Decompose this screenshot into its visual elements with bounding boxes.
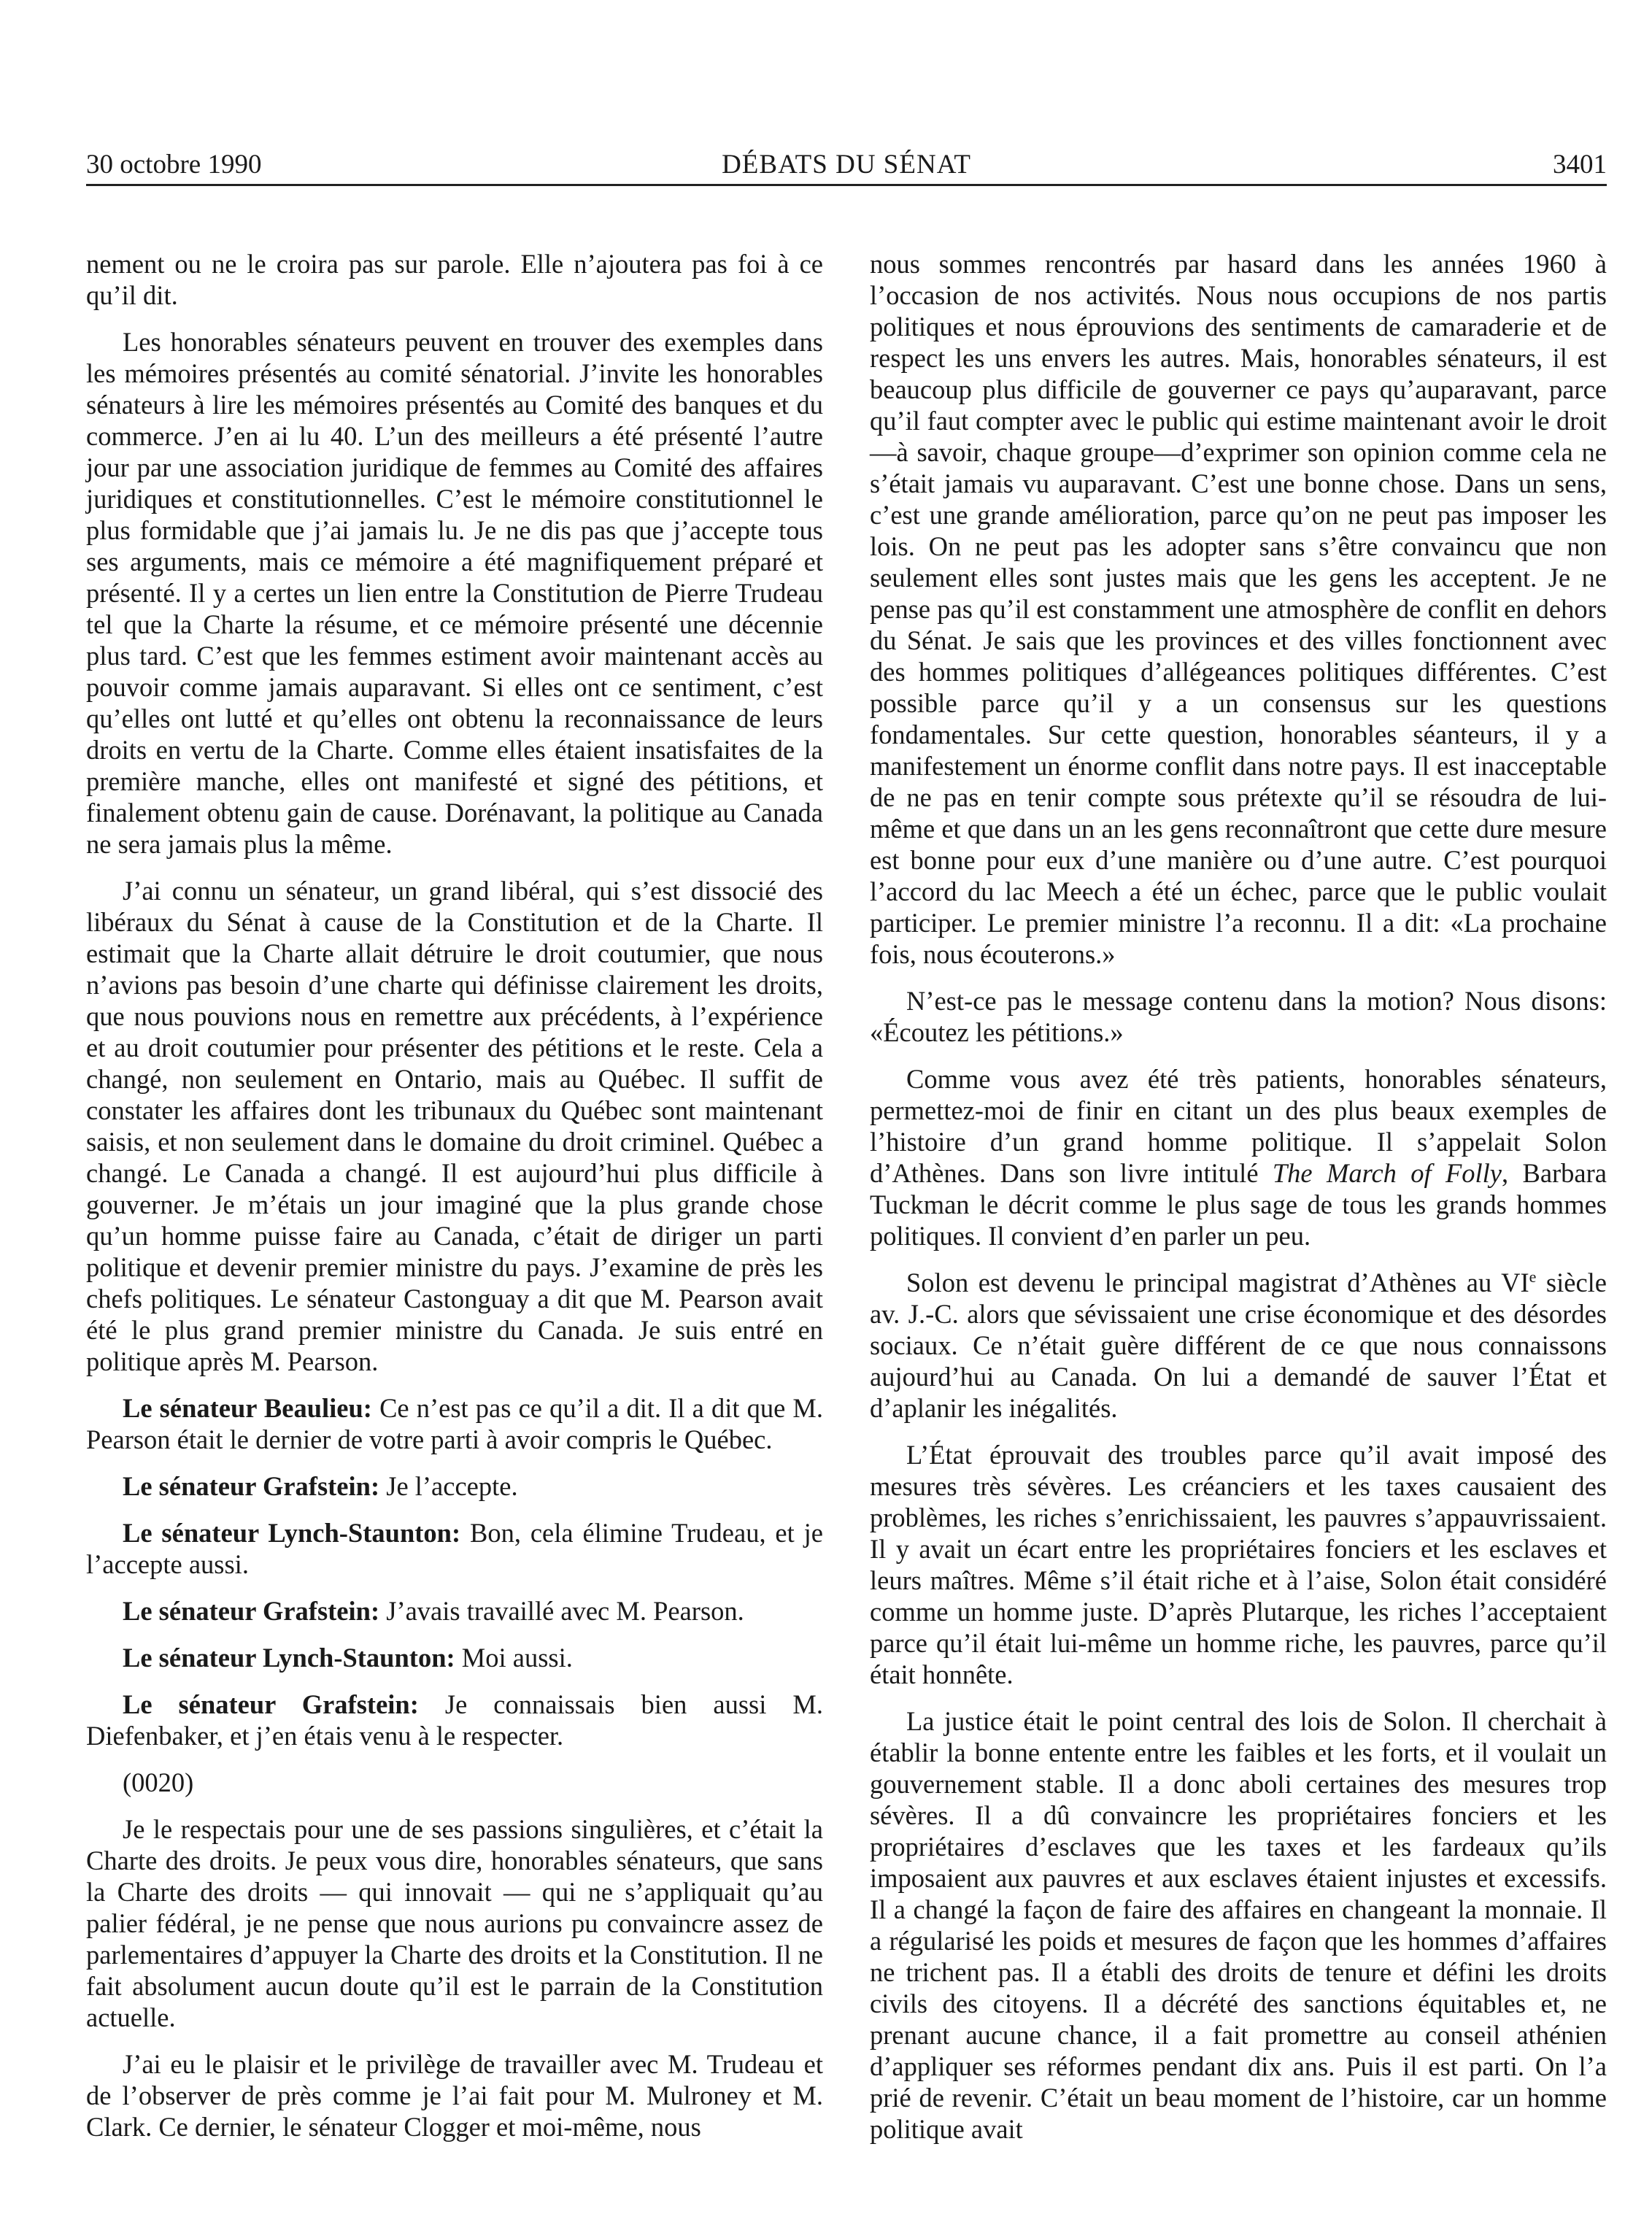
speech-beaulieu — [86, 1392, 823, 1455]
text-run: Solon est devenu le principal magistrat d’Athènes au VI — [906, 1268, 1529, 1297]
speaker-name: Le sénateur Grafstein: — [123, 1471, 380, 1501]
speech-lynch-staunton — [86, 1517, 823, 1580]
paragraph: J’ai eu le plaisir et le privilège de travailler avec M. Trudeau et de l’observer de près comme je l’ai fait pour M. Mulroney et M. Clark. Ce dernier, le sénateur Clogger et moi-même, nous — [86, 2049, 823, 2142]
speaker-name: Le sénateur Lynch-Staunton: — [123, 1643, 455, 1673]
speech-grafstein — [86, 1470, 823, 1502]
left-column — [86, 248, 823, 2158]
text-run: Comme vous avez été très patients, honorables sénateurs, permettez-moi de finir en citant un des plus beaux exemples de l’histoire d’un grand homme politique. Il s’appelait Solon d’Athènes. Dans son livre intitulé — [870, 1064, 1607, 1188]
right-column — [870, 248, 1607, 2160]
text-run: siècle av. J.-C. alors que sévissaient une crise économique et des désordes sociaux. Ce n’était guère différent de ce que nous connaissons aujourd’hui au Canada. On lui a demandé de sauver l’État et d’aplanir les inégalités. — [870, 1268, 1607, 1423]
paragraph: L’État éprouvait des troubles parce qu’il avait imposé des mesures très sévères. Les créanciers et les taxes causaient des problèmes, les riches s’enrichissaient, les pauvres s’appauvrissaient. Il y avait un écart entre les propriétaires fonciers et les esclaves et leurs maîtres. Même s’il était riche et à l’aise, Solon était considéré comme un homme juste. D’après Plutarque, les riches l’acceptaient parce qu’il était lui-même un homme riche, les pauvres, parce qu’il était honnête. — [870, 1440, 1607, 1689]
speech-text: Moi aussi. — [455, 1643, 573, 1673]
paragraph — [870, 1063, 1607, 1252]
paragraph: N’est-ce pas le message contenu dans la motion? Nous disons: «Écoutez les pétitions.» — [870, 986, 1607, 1047]
paragraph — [870, 1267, 1607, 1424]
page-number: 3401 — [1553, 150, 1607, 180]
speech-text: Ce n’est pas ce qu’il a dit. Il a dit que M. Pearson était le dernier de votre parti à avoir compris le Québec. — [86, 1393, 824, 1454]
speaker-name: Le sénateur Lynch-Staunton: — [123, 1518, 461, 1548]
time-marker: (0020) — [123, 1767, 194, 1797]
speech-text: Bon, cela élimine Trudeau, et je l’accepte aussi. — [86, 1518, 823, 1579]
book-title: The March of Folly — [1272, 1158, 1502, 1188]
speech-lynch-staunton — [86, 1642, 823, 1673]
paragraph: nous sommes rencontrés par hasard dans les années 1960 à l’occasion de nos activités. Nous nous occupions de nos partis politiques et nous éprouvions des sentiments de camaraderie et de respect les uns envers les autres. Mais, honorables sénateurs, il est beaucoup plus difficile de gouverner ce pays qu’auparavant, parce qu’il faut compter avec le public qui estime maintenant avoir le droit—à savoir, chaque groupe—d’exprimer son opinion comme cela ne s’était jamais vu auparavant. C’est une bonne chose. Dans un sens, c’est une grande amélioration, parce qu’on ne peut pas imposer les lois. On ne peut pas les adopter sans s’être convaincu que non seulement elles sont justes mais que les gens les acceptent. Je ne pense pas qu’il est constamment une atmosphère de conflit en dehors du Sénat. Je sais que les provinces et des villes fonctionnent avec des hommes politiques d’allégeances politiques différentes. C’est possible parce qu’il y a un consensus sur les questions fondamentales. Sur cette question, honorables séanteurs, il y a manifestement un énorme conflit dans notre pays. Il est inacceptable de ne pas en tenir compte sous prétexte qu’il se résoudra de lui-même et que dans un an les gens reconnaîtront que cette dure mesure est bonne pour eux d’une manière ou d’une autre. C’est pourquoi l’accord du lac Meech a été un échec, parce que le public voulait participer. Le premier ministre l’a reconnu. Il a dit: «La prochaine fois, nous écouterons.» — [870, 249, 1607, 969]
paragraph: La justice était le point central des lois de Solon. Il cherchait à établir la bonne entente entre les faibles et les forts, et il voulait un gouvernement stable. Il a donc aboli certaines des mesures trop sévères. Il a dû convaincre les propriétaires fonciers et les propriétaires d’esclaves que les taxes et les fardeaux qu’ils imposaient aux pauvres et aux esclaves étaient injustes et excessifs. Il a changé la façon de faire des affaires en changeant la monnaie. Il a régularisé les poids et mesures de façon que les hommes d’affaires ne trichent pas. Il a établi des droits de tenure et défini les droits civils des citoyens. Il a décrété des sanctions équitables et, ne prenant aucune chance, il a fait promettre au conseil athénien d’appliquer ses réformes pendant dix ans. Puis il est parti. On l’a prié de revenir. C’était un beau moment de l’histoire, car un homme politique avait — [870, 1706, 1607, 2144]
page-header — [86, 146, 1607, 186]
speech-text: Je l’accepte. — [379, 1471, 518, 1501]
speaker-name: Le sénateur Grafstein: — [123, 1596, 380, 1626]
paragraph: Je le respectais pour une de ses passions singulières, et c’était la Charte des droits. Je peux vous dire, honorables sénateurs, que sans la Charte des droits — qui innovait — qui ne s’appliquait qu’au palier fédéral, je ne pense que nous aurions pu convaincre assez de parlementaires d’appuyer la Charte des droits et la Constitution. Il ne fait absolument aucun doute qu’il est le parrain de la Constitution actuelle. — [86, 1814, 823, 2032]
superscript: e — [1529, 1267, 1537, 1286]
speech-grafstein — [86, 1689, 823, 1751]
text-run: , Barbara Tuckman le décrit comme le plus sage de tous les grands hommes politiques. Il convient d’en parler un peu. — [870, 1158, 1607, 1251]
header-date: 30 octobre 1990 — [86, 150, 262, 180]
speech-grafstein — [86, 1595, 823, 1627]
paragraph: nement ou ne le croira pas sur parole. Elle n’ajoutera pas foi à ce qu’il dit. — [86, 249, 823, 310]
speech-text: J’avais travaillé avec M. Pearson. — [379, 1596, 744, 1626]
speaker-name: Le sénateur Grafstein: — [123, 1689, 419, 1719]
speaker-name: Le sénateur Beaulieu: — [123, 1393, 372, 1423]
speech-text: Je connaissais bien aussi M. Diefenbaker, et j’en étais venu à le respecter. — [86, 1689, 823, 1751]
paragraph: J’ai connu un sénateur, un grand libéral, qui s’est dissocié des libéraux du Sénat à cause de la Constitution et de la Charte. Il estimait que la Charte allait détruire le droit coutumier, que nous n’avions pas besoin d’une charte qui définisse clairement les droits, que nous pouvions nous en remettre aux précédents, à l’expérience et au droit coutumier pour présenter des pétitions et le reste. Cela a changé, non seulement en Ontario, mais au Québec. Il suffit de constater les affaires dont les tribunaux du Québec sont maintenant saisis, et non seulement dans le domaine du droit criminel. Québec a changé. Le Canada a changé. Il est aujourd’hui plus difficile à gouverner. Je m’étais un jour imaginé que la plus grande chose qu’un homme puisse faire au Canada, c’était de diriger un parti politique et devenir premier ministre du pays. J’examine de près les chefs politiques. Le sénateur Castonguay a dit que M. Pearson avait été le plus grand premier ministre du Canada. Je suis entré en politique après M. Pearson. — [86, 876, 823, 1376]
header-title: DÉBATS DU SÉNAT — [722, 150, 971, 180]
paragraph: Les honorables sénateurs peuvent en trouver des exemples dans les mémoires présentés au comité sénatorial. J’invite les honorables sénateurs à lire les mémoires présentés au Comité des banques et du commerce. J’en ai lu 40. L’un des meilleurs a été présenté l’autre jour par une association juridique de femmes au Comité des affaires juridiques et constitutionnelles. C’est le mémoire constitutionnel le plus formidable que j’ai jamais lu. Je ne dis pas que j’accepte tous ses arguments, mais ce mémoire a été magnifiquement préparé et présenté. Il y a certes un lien entre la Constitution de Pierre Trudeau tel que la Charte la résume, et ce mémoire présenté une décennie plus tard. C’est que les femmes estiment avoir maintenant accès au pouvoir comme jamais auparavant. Si elles ont ce sentiment, c’est qu’elles ont lutté et qu’elles ont obtenu la reconnaissance de leurs droits en vertu de la Charte. Comme elles étaient insatisfaites de la première manche, elles ont manifesté et signé des pétitions, et finalement obtenu gain de cause. Dorénavant, la politique au Canada ne sera jamais plus la même. — [86, 327, 823, 859]
